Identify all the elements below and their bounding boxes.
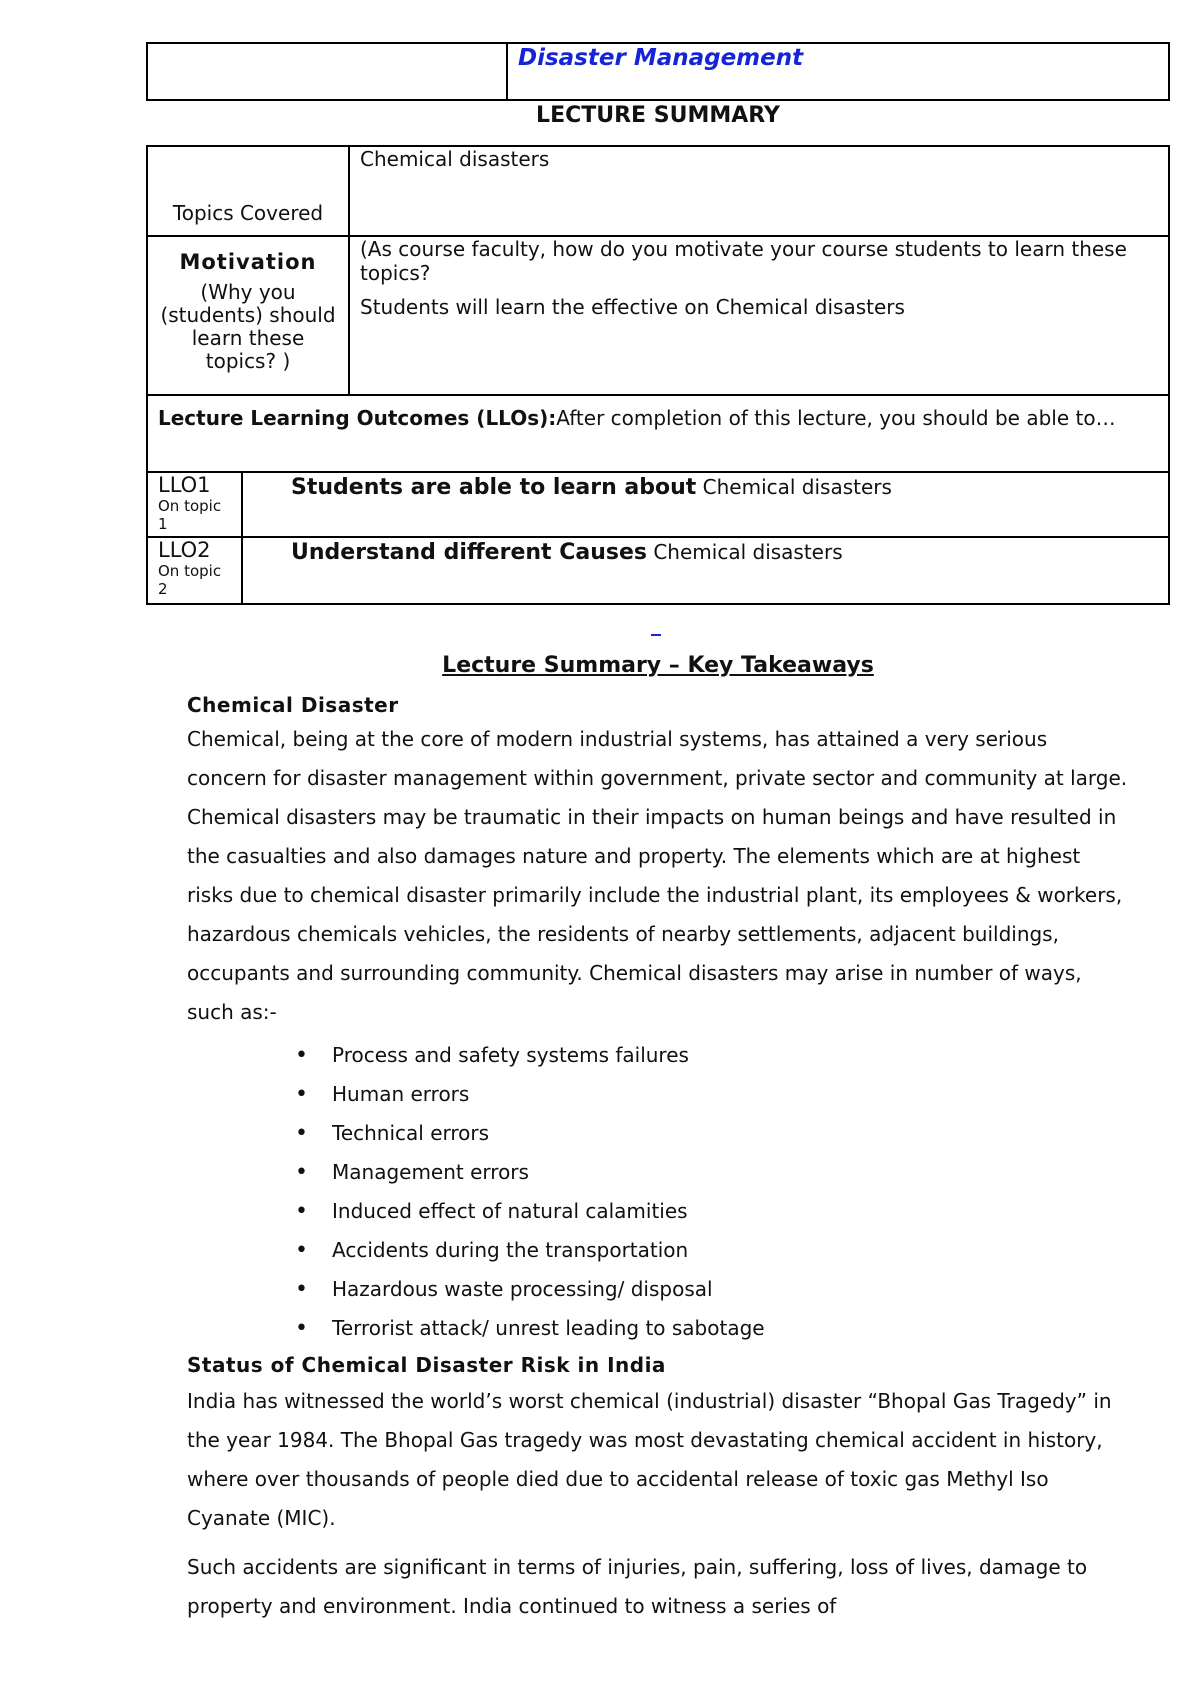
motivation-label-cell [148, 237, 350, 394]
lecture-summary-heading: LECTURE SUMMARY [536, 103, 780, 128]
llo2-code: LLO2 [158, 538, 211, 562]
causes-list [187, 1036, 1132, 1348]
list-item: • Induced effect of natural calamities [187, 1192, 1132, 1231]
list-item: • Process and safety systems failures [187, 1036, 1132, 1075]
section-chemical-disaster-paragraph: Chemical, being at the core of modern industrial systems, has attained a very serious concern for disaster management within government, private sector and community at large. Chemical disasters may be traumatic in their impacts on human beings and have resulted in the casualties and also damages nature and property. The elements which are at highest risks due to chemical disaster primarily include the industrial plant, its employees & workers, hazardous chemicals vehicles, the residents of nearby settlements, adjacent buildings, occupants and surrounding community. Chemical disasters may arise in number of ways, such as:- [187, 727, 1128, 1024]
course-header-table [146, 42, 1170, 101]
llo2-text [243, 538, 1168, 603]
llo1-bold: Students are able to learn about [291, 475, 697, 500]
topics-label-text: Topics Covered [172, 201, 324, 225]
llo2-topic: On topic 2 [158, 562, 222, 598]
section-chemical-disaster-heading: Chemical Disaster [187, 693, 399, 717]
summary-content [187, 690, 1132, 1626]
motivation-row [148, 237, 1168, 396]
llo1-rest: Chemical disasters [696, 475, 892, 499]
motivation-label: Motivation [179, 250, 317, 274]
llo2-rest: Chemical disasters [646, 540, 843, 564]
key-takeaways-heading: Lecture Summary – Key Takeaways [442, 653, 874, 678]
section-india-heading: Status of Chemical Disaster Risk in India [187, 1353, 666, 1377]
llo1-code-cell [148, 473, 243, 536]
list-item: • Human errors [187, 1075, 1132, 1114]
topics-label [148, 147, 350, 235]
topics-value: Chemical disasters [360, 147, 550, 171]
course-title: Disaster Management [518, 45, 804, 71]
llo-label: Lecture Learning Outcomes (LLOs): [158, 406, 557, 430]
motivation-question: (As course faculty, how do you motivate your course students to learn these topics? [360, 237, 1127, 285]
section-india-paragraph-1: India has witnessed the world’s worst chemical (industrial) disaster “Bhopal Gas Tragedy” in the year 1984. The Bhopal Gas tragedy was most devastating chemical accident in history, where over thousands of people died due to accidental release of toxic gas Methyl Iso Cyanate (MIC). [187, 1389, 1112, 1530]
lecture-table [146, 145, 1170, 605]
llo-row-1 [148, 473, 1168, 538]
header-title-cell [508, 44, 1168, 99]
topics-row [148, 147, 1168, 237]
llo-header-text [158, 406, 1116, 471]
list-item: • Accidents during the transportation [187, 1231, 1132, 1270]
llo1-code: LLO1 [158, 473, 211, 497]
llo-header-row [148, 396, 1168, 473]
list-item: • Hazardous waste processing/ disposal [187, 1270, 1132, 1309]
motivation-content [350, 237, 1168, 394]
list-item: • Terrorist attack/ unrest leading to sabotage [187, 1309, 1132, 1348]
llo1-topic: On topic 1 [158, 497, 222, 533]
list-item: • Technical errors [187, 1114, 1132, 1153]
list-item: • Management errors [187, 1153, 1132, 1192]
llo1-text [243, 473, 1168, 536]
llo2-code-cell [148, 538, 243, 603]
llo-intro: After completion of this lecture, you should be able to… [556, 406, 1116, 430]
llo-row-2 [148, 538, 1168, 603]
motivation-answer: Students will learn the effective on Chemical disasters [360, 295, 905, 319]
header-empty-cell [148, 44, 508, 99]
llo2-bold: Understand different Causes [291, 540, 647, 565]
motivation-sub: (Why you (students) should learn these topics? ) [160, 280, 336, 373]
section-india-paragraph-2: Such accidents are significant in terms of injuries, pain, suffering, loss of lives, damage to property and environment. India continued to witness a series of [187, 1555, 1088, 1618]
anchor-mark [651, 634, 661, 636]
